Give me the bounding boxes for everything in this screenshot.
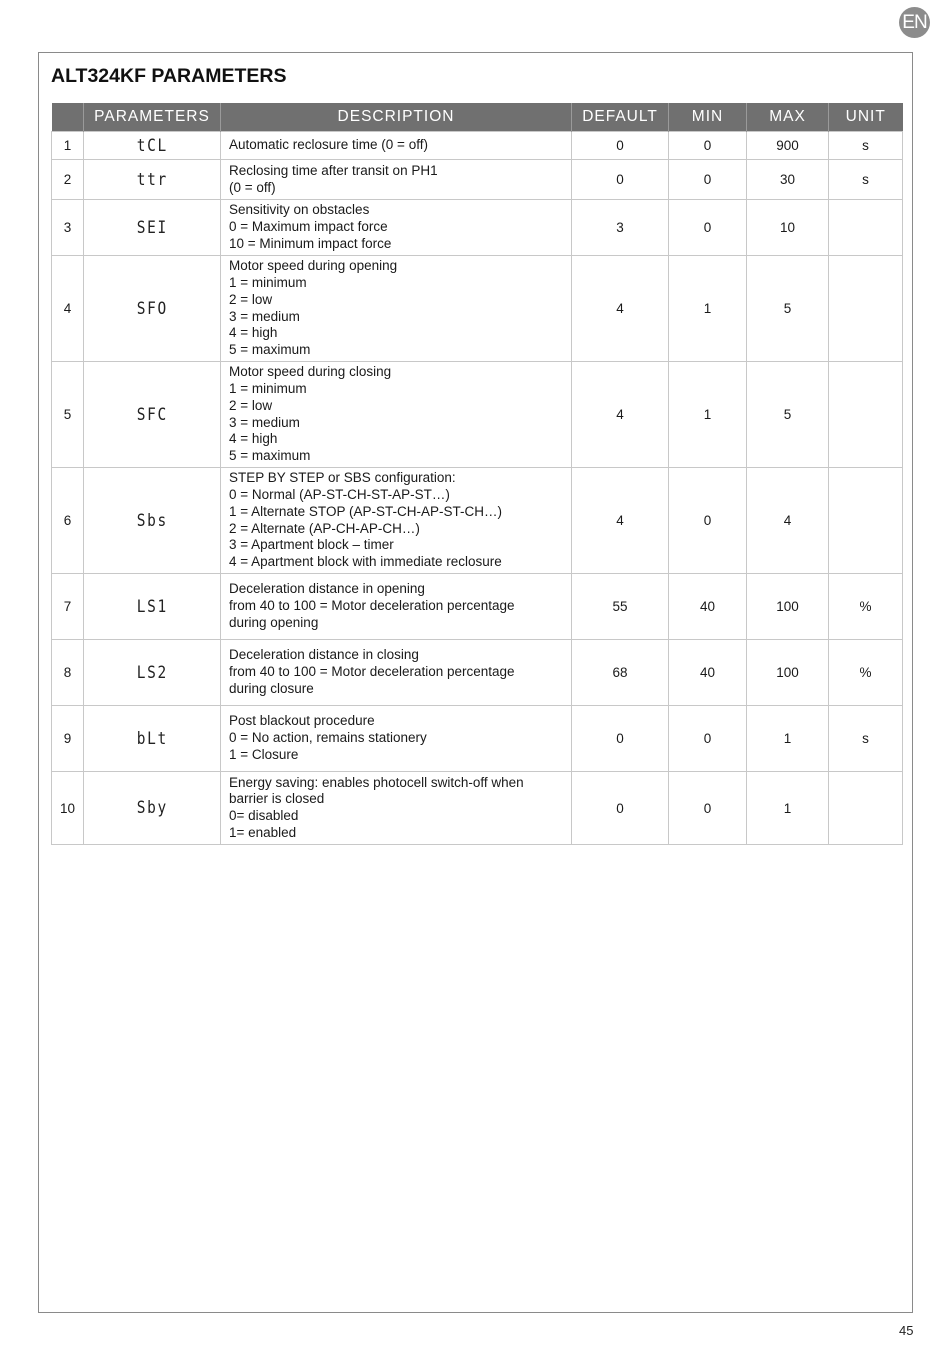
description-line: 0 = Maximum impact force [229, 219, 388, 235]
header-number [52, 103, 84, 132]
description-line: 4 = high [229, 431, 278, 447]
parameter-code [84, 200, 221, 256]
header-default: DEFAULT [572, 103, 669, 132]
row-number: 6 [52, 468, 84, 574]
description-line: 1 = Alternate STOP (AP-ST-CH-AP-ST-CH…) [229, 503, 502, 519]
parameter-description [221, 468, 572, 574]
min-value: 1 [669, 256, 747, 362]
header-min: MIN [669, 103, 747, 132]
description-line: 4 = Apartment block with immediate reclosure [229, 553, 502, 569]
row-number: 2 [52, 160, 84, 200]
description-line: 1 = Closure [229, 746, 299, 762]
default-value: 68 [572, 640, 669, 706]
description-line: Deceleration distance in opening [229, 581, 425, 597]
description-line: Motor speed during closing [229, 364, 392, 380]
default-value: 3 [572, 200, 669, 256]
default-value: 4 [572, 468, 669, 574]
row-number: 5 [52, 362, 84, 468]
default-value: 0 [572, 132, 669, 160]
min-value: 1 [669, 362, 747, 468]
unit-value [829, 772, 903, 845]
parameter-description [221, 772, 572, 845]
description-line: 0= disabled [229, 808, 299, 823]
description-line: 3 = medium [229, 414, 300, 430]
unit-value: % [829, 574, 903, 640]
display-code: Sby [136, 798, 168, 818]
description-line: 1= enabled [229, 824, 297, 840]
parameter-description [221, 574, 572, 640]
description-line: 1 = minimum [229, 381, 307, 397]
display-code: LS2 [136, 662, 168, 683]
table-row [52, 772, 903, 845]
max-value: 10 [747, 200, 829, 256]
unit-value: % [829, 640, 903, 706]
table-row [52, 200, 903, 256]
display-code: SFC [136, 404, 168, 425]
description-line: Post blackout procedure [229, 713, 375, 729]
description-line: 3 = Apartment block – timer [229, 537, 394, 553]
display-code: tCL [136, 135, 168, 156]
parameter-description [221, 160, 572, 200]
display-code: SEI [136, 217, 168, 238]
table-row [52, 132, 903, 160]
row-number: 8 [52, 640, 84, 706]
table-row [52, 706, 903, 772]
parameter-description [221, 256, 572, 362]
description-line: 0 = Normal (AP-ST-CH-ST-AP-ST…) [229, 487, 450, 503]
min-value: 0 [669, 160, 747, 200]
table-row [52, 468, 903, 574]
unit-value: s [829, 132, 903, 160]
description-line: 2 = Alternate (AP-CH-AP-CH…) [229, 520, 420, 536]
max-value: 100 [747, 640, 829, 706]
max-value: 100 [747, 574, 829, 640]
description-line: STEP BY STEP or SBS configuration: [229, 470, 456, 486]
row-number: 7 [52, 574, 84, 640]
parameter-code [84, 640, 221, 706]
description-line: 2 = low [229, 397, 273, 413]
description-line: 2 = low [229, 291, 273, 307]
max-value: 900 [747, 132, 829, 160]
max-value: 5 [747, 256, 829, 362]
parameter-code [84, 574, 221, 640]
default-value: 4 [572, 256, 669, 362]
parameter-description [221, 640, 572, 706]
page-number: 45 [899, 1323, 914, 1338]
table-header-row [52, 103, 903, 132]
description-line: Motor speed during opening [229, 258, 398, 274]
default-value: 0 [572, 772, 669, 845]
max-value: 4 [747, 468, 829, 574]
parameter-code [84, 160, 221, 200]
parameter-code [84, 772, 221, 845]
table-row [52, 574, 903, 640]
description-line: 0 = No action, remains stationery [229, 730, 427, 746]
description-line: 5 = maximum [229, 447, 311, 463]
display-code: bLt [136, 728, 168, 749]
description-line: Energy saving: enables photocell switch-off when [229, 774, 524, 790]
display-code: LS1 [136, 596, 168, 617]
default-value: 4 [572, 362, 669, 468]
header-parameters: PARAMETERS [84, 103, 221, 132]
description-line: during opening [229, 614, 319, 630]
min-value: 40 [669, 574, 747, 640]
default-value: 55 [572, 574, 669, 640]
parameter-description [221, 132, 572, 160]
description-line: 3 = medium [229, 308, 300, 324]
display-code: SFO [136, 298, 168, 319]
parameter-code [84, 706, 221, 772]
min-value: 0 [669, 772, 747, 845]
min-value: 40 [669, 640, 747, 706]
description-line: Reclosing time after transit on PH1 [229, 162, 438, 178]
min-value: 0 [669, 468, 747, 574]
description-line: from 40 to 100 = Motor deceleration percentage [229, 598, 515, 614]
description-line: during closure [229, 680, 314, 696]
max-value: 1 [747, 706, 829, 772]
max-value: 5 [747, 362, 829, 468]
parameter-code [84, 468, 221, 574]
unit-value [829, 256, 903, 362]
parameter-description [221, 362, 572, 468]
table-row [52, 362, 903, 468]
description-line: Deceleration distance in closing [229, 647, 419, 663]
min-value: 0 [669, 200, 747, 256]
row-number: 4 [52, 256, 84, 362]
description-line: 5 = maximum [229, 341, 311, 357]
min-value: 0 [669, 706, 747, 772]
description-line: Automatic reclosure time (0 = off) [229, 137, 428, 153]
row-number: 10 [52, 772, 84, 845]
table-row [52, 256, 903, 362]
language-badge: EN [899, 7, 930, 38]
unit-value [829, 362, 903, 468]
parameter-code [84, 132, 221, 160]
parameter-code [84, 256, 221, 362]
parameter-description [221, 200, 572, 256]
unit-value: s [829, 160, 903, 200]
row-number: 9 [52, 706, 84, 772]
max-value: 30 [747, 160, 829, 200]
table-row [52, 160, 903, 200]
display-code: Sbs [136, 510, 168, 531]
description-line: 10 = Minimum impact force [229, 235, 392, 251]
unit-value [829, 468, 903, 574]
description-line: (0 = off) [229, 179, 276, 195]
description-line: barrier is closed [229, 791, 325, 807]
header-unit: UNIT [829, 103, 903, 132]
parameters-table [51, 103, 903, 845]
description-line: 1 = minimum [229, 275, 307, 291]
parameter-description [221, 706, 572, 772]
default-value: 0 [572, 160, 669, 200]
row-number: 1 [52, 132, 84, 160]
header-description: DESCRIPTION [221, 103, 572, 132]
unit-value [829, 200, 903, 256]
default-value: 0 [572, 706, 669, 772]
description-line: 4 = high [229, 325, 278, 341]
page-title: ALT324KF PARAMETERS [51, 65, 287, 87]
parameter-code [84, 362, 221, 468]
row-number: 3 [52, 200, 84, 256]
description-line: Sensitivity on obstacles [229, 202, 370, 218]
description-line: from 40 to 100 = Motor deceleration percentage [229, 664, 515, 680]
table-row [52, 640, 903, 706]
header-max: MAX [747, 103, 829, 132]
display-code: ttr [136, 169, 168, 190]
unit-value: s [829, 706, 903, 772]
max-value: 1 [747, 772, 829, 845]
min-value: 0 [669, 132, 747, 160]
